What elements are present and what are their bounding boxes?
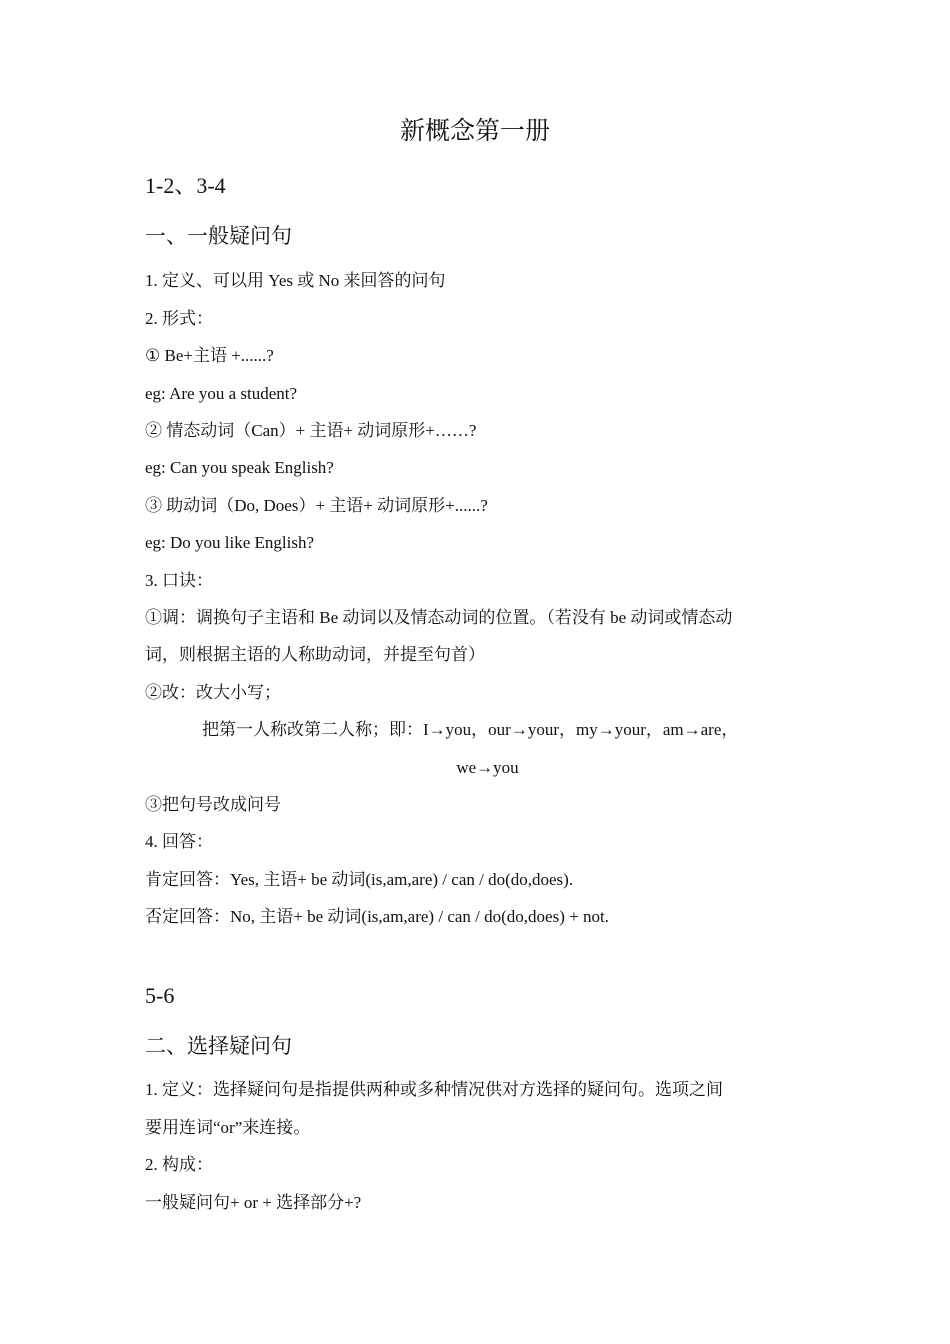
mnemonic-2: ②改：改大小写； xyxy=(145,683,281,702)
mnemonic-1a: ①调：调换句子主语和 Be 动词以及情态动词的位置。（若没有 be 动词或情态动 xyxy=(145,608,733,627)
example-1: eg: Are you a student? xyxy=(145,384,298,403)
form-label: 2. 形式： xyxy=(145,309,213,328)
answer-label: 4. 回答： xyxy=(145,832,213,851)
section-heading-2: 二、选择疑问句 xyxy=(145,1034,292,1058)
negative-answer: 否定回答：No, 主语+ be 动词(is,am,are) / can / do(do,does) + not. xyxy=(145,907,609,926)
document-title: 新概念第一册 xyxy=(399,118,550,145)
example-3: eg: Do you like English? xyxy=(145,533,315,552)
form-item-2: ② 情态动词（Can）+ 主语+ 动词原形+……? xyxy=(145,421,477,440)
example-2: eg: Can you speak English? xyxy=(145,458,334,477)
mnemonic-label: 3. 口诀： xyxy=(145,571,213,590)
lesson-range-2: 5-6 xyxy=(145,983,175,1008)
structure-formula: 一般疑问句+ or + 选择部分+? xyxy=(145,1193,362,1212)
mnemonic-1b: 词，则根据主语的人称助动词，并提至句首） xyxy=(145,645,485,664)
mnemonic-2a: 把第一人称改第二人称；即：I→you，our→your，my→your，am→are， xyxy=(202,720,739,739)
form-item-3: ③ 助动词（Do, Does）+ 主语+ 动词原形+......? xyxy=(145,496,488,515)
section-heading-1: 一、一般疑问句 xyxy=(145,224,292,248)
definition-2b: 要用连词“or”来连接。 xyxy=(145,1118,311,1137)
mnemonic-3: ③把句号改成问号 xyxy=(145,795,281,814)
form-item-1: ① Be+主语 +......? xyxy=(145,346,274,365)
positive-answer: 肯定回答：Yes, 主语+ be 动词(is,am,are) / can / do(do,does). xyxy=(145,870,574,889)
lesson-range-1: 1-2、3-4 xyxy=(145,173,226,198)
definition-2a: 1. 定义：选择疑问句是指提供两种或多种情况供对方选择的疑问句。选项之间 xyxy=(145,1080,723,1099)
mnemonic-2b: we→you xyxy=(456,758,519,777)
structure-label: 2. 构成： xyxy=(145,1155,213,1174)
definition-line: 1. 定义、可以用 Yes 或 No 来回答的问句 xyxy=(145,271,446,290)
